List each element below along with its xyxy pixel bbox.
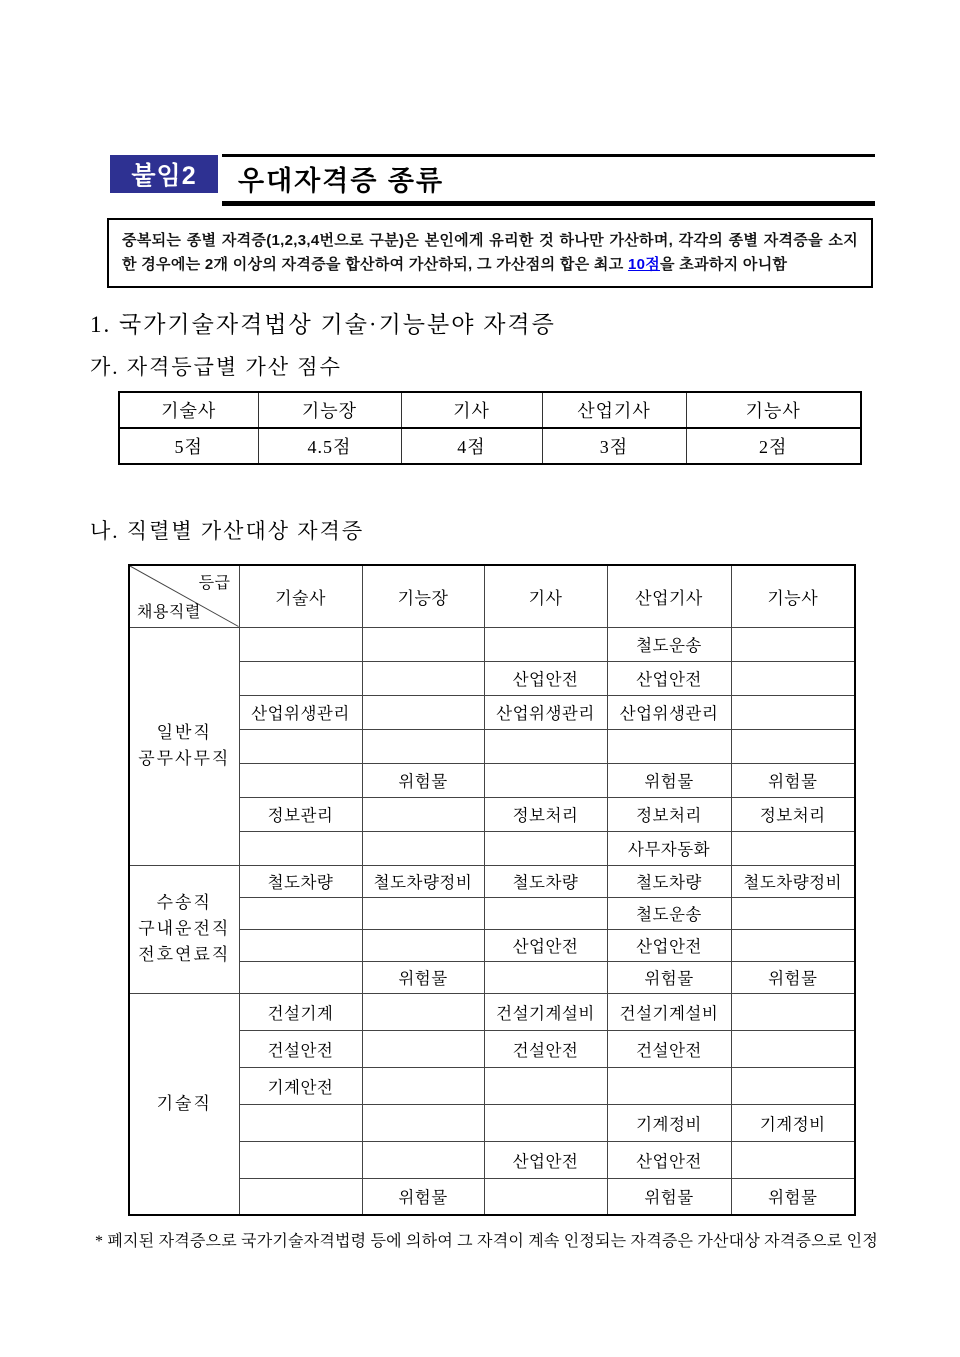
certificate-cell [362, 695, 484, 729]
grade-header-cell: 산업기사 [542, 392, 686, 428]
certificate-cell [484, 1067, 607, 1104]
attachment-badge [110, 155, 218, 193]
table-row [129, 865, 855, 897]
score-cell: 4.5점 [258, 428, 401, 464]
certificate-cell: 철도차량 [484, 865, 607, 897]
certificate-cell [362, 897, 484, 929]
attachment-badge-label: 붙임2 [131, 162, 197, 190]
grade-header-cell: 기사 [484, 565, 607, 627]
certificate-cell [731, 831, 855, 865]
job-group-label-line: 구내운전직 [138, 919, 231, 938]
grade-header-cell: 기능사 [686, 392, 861, 428]
certificate-cell: 산업안전 [607, 929, 731, 961]
job-group-label-line: 일반직 [156, 723, 212, 742]
certificate-cell [484, 1178, 607, 1215]
certificate-cell [731, 929, 855, 961]
certificate-cell: 위험물 [731, 961, 855, 993]
job-group-label-line: 전호연료직 [138, 945, 231, 964]
certificate-cell [362, 661, 484, 695]
table-header-row [119, 392, 861, 428]
page-title: 우대자격증 종류 [238, 166, 445, 196]
table-value-row [119, 428, 861, 464]
certificate-cell [607, 729, 731, 763]
certificate-cell [484, 627, 607, 661]
certificate-cell [362, 627, 484, 661]
certificate-cell: 위험물 [607, 961, 731, 993]
certificate-cell: 건설안전 [607, 1030, 731, 1067]
certificate-cell: 산업안전 [607, 661, 731, 695]
certificate-cell: 철도차량정비 [362, 865, 484, 897]
score-limit-link[interactable]: 10점 [627, 256, 661, 273]
certificate-cell [239, 831, 362, 865]
certificate-cell: 산업위생관리 [239, 695, 362, 729]
certificate-cell [731, 993, 855, 1030]
certificate-cell: 건설안전 [239, 1030, 362, 1067]
certificate-cell: 정보처리 [731, 797, 855, 831]
certificate-cell: 철도차량 [607, 865, 731, 897]
certificate-cell [239, 661, 362, 695]
certificate-cell [484, 729, 607, 763]
certificate-cell [239, 729, 362, 763]
certificate-category-table [128, 564, 856, 1216]
certificate-cell [239, 1104, 362, 1141]
corner-label-job-series: 채용직렬 [137, 603, 201, 621]
certificate-cell: 산업안전 [484, 929, 607, 961]
certificate-cell [484, 961, 607, 993]
certificate-cell [731, 1030, 855, 1067]
certificate-cell: 철도운송 [607, 897, 731, 929]
certificate-cell [607, 1067, 731, 1104]
certificate-cell: 위험물 [607, 763, 731, 797]
job-group-label [129, 993, 239, 1215]
grade-header-cell: 산업기사 [607, 565, 731, 627]
section-1-heading: 1. 국가기술자격법상 기술·기능분야 자격증 [90, 312, 556, 337]
certificate-cell [239, 961, 362, 993]
certificate-cell: 정보관리 [239, 797, 362, 831]
certificate-cell [239, 763, 362, 797]
certificate-cell [731, 1141, 855, 1178]
certificate-cell: 기계정비 [607, 1104, 731, 1141]
table-header-row [129, 565, 855, 627]
certificate-cell: 철도운송 [607, 627, 731, 661]
corner-label-grade: 등급 [198, 575, 231, 592]
certificate-cell: 산업안전 [607, 1141, 731, 1178]
grade-header-cell: 기사 [401, 392, 542, 428]
certificate-cell [731, 695, 855, 729]
certificate-cell: 위험물 [731, 763, 855, 797]
certificate-cell: 위험물 [362, 961, 484, 993]
certificate-cell: 산업안전 [484, 661, 607, 695]
certificate-cell [484, 897, 607, 929]
score-cell: 4점 [401, 428, 542, 464]
grade-score-table [118, 391, 862, 465]
certificate-cell [731, 729, 855, 763]
category-table-body [129, 565, 855, 1215]
grade-header-cell: 기능사 [731, 565, 855, 627]
certificate-cell [239, 1141, 362, 1178]
certificate-cell: 산업위생관리 [484, 695, 607, 729]
certificate-cell [362, 1067, 484, 1104]
grade-header-cell: 기술사 [119, 392, 258, 428]
certificate-cell [484, 1104, 607, 1141]
certificate-cell: 건설안전 [484, 1030, 607, 1067]
certificate-cell [731, 661, 855, 695]
certificate-cell: 건설기계 [239, 993, 362, 1030]
certificate-cell: 위험물 [607, 1178, 731, 1215]
certificate-cell: 기계정비 [731, 1104, 855, 1141]
title-block [222, 154, 875, 206]
job-group-label-line: 공무사무직 [138, 749, 231, 768]
certificate-cell: 정보처리 [607, 797, 731, 831]
notice-text-before: 중복되는 종별 자격증(1,2,3,4번으로 구분)은 본인에게 유리한 것 하나만 가산하며, 각각의 종별 자격증을 소지한 경우에는 2개 이상의 자격증을 합산하여 가산하되, 그 가산점의 합은 최고 [122, 232, 858, 273]
certificate-cell: 산업위생관리 [607, 695, 731, 729]
certificate-cell [239, 929, 362, 961]
grade-header-cell: 기술사 [239, 565, 362, 627]
footnote: * 폐지된 자격증으로 국가기술자격법령 등에 의하여 그 자격이 계속 인정되는 자격증은 가산대상 자격증으로 인정 [95, 1233, 878, 1250]
certificate-cell [484, 831, 607, 865]
certificate-cell: 위험물 [731, 1178, 855, 1215]
certificate-cell: 위험물 [362, 1178, 484, 1215]
job-group-label [129, 627, 239, 865]
certificate-cell [731, 897, 855, 929]
certificate-cell [731, 1067, 855, 1104]
job-group-label-line: 수송직 [156, 893, 212, 912]
certificate-cell: 산업안전 [484, 1141, 607, 1178]
job-group-label-line: 기술직 [156, 1093, 212, 1113]
table-row [129, 993, 855, 1030]
table-row [129, 627, 855, 661]
certificate-cell: 기계안전 [239, 1067, 362, 1104]
certificate-cell [239, 897, 362, 929]
certificate-cell [362, 1104, 484, 1141]
subsection-a-heading: 가. 자격등급별 가산 점수 [90, 355, 342, 379]
certificate-cell [362, 929, 484, 961]
certificate-cell [731, 627, 855, 661]
grade-header-cell: 기능장 [258, 392, 401, 428]
certificate-cell [362, 993, 484, 1030]
job-group-label [129, 865, 239, 993]
notice-box [107, 218, 873, 288]
certificate-cell [362, 1141, 484, 1178]
certificate-cell [484, 763, 607, 797]
score-cell: 5점 [119, 428, 258, 464]
certificate-cell [362, 1030, 484, 1067]
subsection-b-heading: 나. 직렬별 가산대상 자격증 [90, 519, 365, 543]
certificate-cell [239, 1178, 362, 1215]
grade-header-cell: 기능장 [362, 565, 484, 627]
score-cell: 2점 [686, 428, 861, 464]
certificate-cell [362, 729, 484, 763]
score-cell: 3점 [542, 428, 686, 464]
diagonal-corner-cell [129, 565, 239, 627]
certificate-cell [362, 797, 484, 831]
certificate-cell: 철도차량정비 [731, 865, 855, 897]
notice-text-after: 을 초과하지 아니함 [660, 256, 788, 273]
certificate-cell: 사무자동화 [607, 831, 731, 865]
certificate-cell [239, 627, 362, 661]
certificate-cell: 건설기계설비 [484, 993, 607, 1030]
certificate-cell [362, 831, 484, 865]
certificate-cell: 위험물 [362, 763, 484, 797]
certificate-cell: 철도차량 [239, 865, 362, 897]
certificate-cell: 건설기계설비 [607, 993, 731, 1030]
certificate-cell: 정보처리 [484, 797, 607, 831]
